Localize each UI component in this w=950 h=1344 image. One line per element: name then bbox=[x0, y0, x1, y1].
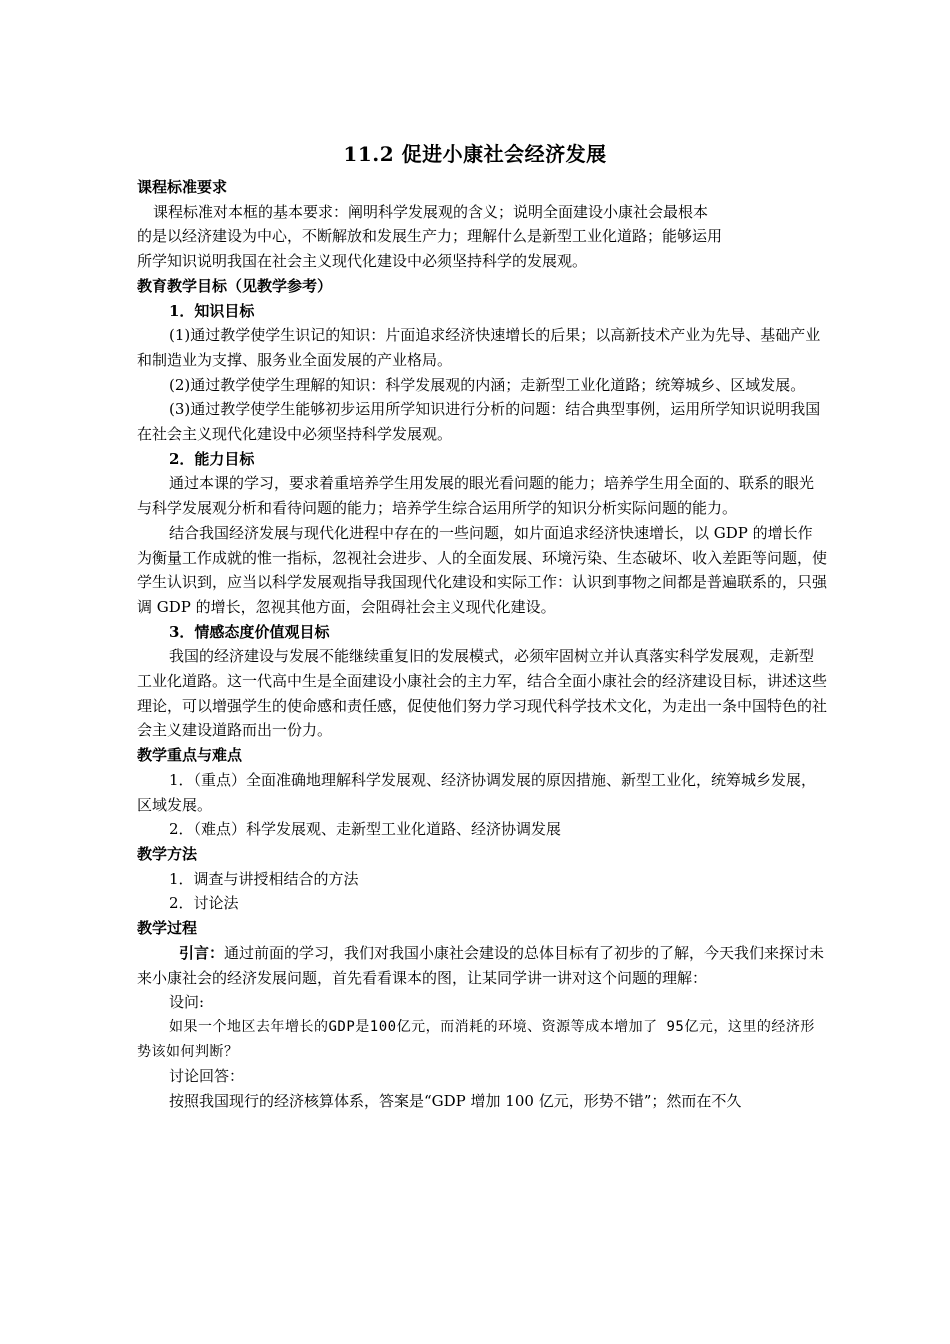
paragraph-key-1: 1．（重点）全面准确地理解科学发展观、经济协调发展的原因措施、新型工业化，统筹城乡发展，区域发展。 bbox=[137, 770, 817, 814]
subheading-emotion: 3．情感态度价值观目标 bbox=[169, 622, 330, 641]
paragraph-emotion-1: 我国的经济建设与发展不能继续重复旧的发展模式，必须牢固树立并认真落实科学发展观，走新型工业化道路。这一代高中生是全面建设小康社会的主力军，结合全面小康社会的经济建设目标，讲述这些理论，可以增强学生的使命感和责任感，促使他们努力学习现代科学技术文化，为走出一条中国特色的社会主义建设道路而出一份力。 bbox=[137, 647, 828, 740]
paragraph-intro bbox=[137, 941, 827, 990]
heading-standard: 课程标准要求 bbox=[137, 178, 228, 196]
intro-label: 引言： bbox=[179, 943, 225, 962]
heading-key-points: 教学重点与难点 bbox=[137, 746, 243, 765]
page-title: 11.2 促进小康社会经济发展 bbox=[343, 142, 607, 166]
paragraph-ability-1: 通过本课的学习，要求着重培养学生用发展的眼光看问题的能力；培养学生用全面的、联系的眼光与科学发展观分析和看待问题的能力；培养学生综合运用所学的知识分析实际问题的能力。 bbox=[137, 474, 815, 518]
question-text: 如果一个地区去年增长的GDP是100亿元，而消耗的环境、资源等成本增加了 95亿元，这里的经济形势该如何判断？ bbox=[137, 1018, 815, 1060]
paragraph-knowledge-1: (1)通过教学使学生识记的知识：片面追求经济快速增长的后果；以高新技术产业为先导、基础产业和制造业为支撑、服务业全面发展的产业格局。 bbox=[137, 326, 821, 369]
paragraph-standard-3: 所学知识说明我国在社会主义现代化建设中必须坚持科学的发展观。 bbox=[137, 252, 588, 271]
paragraph-key-2: 2．（难点）科学发展观、走新型工业化道路、经济协调发展 bbox=[169, 820, 562, 839]
answer-text: 按照我国现行的经济核算体系，答案是“GDP 增加 100 亿元，形势不错”；然而在不久 bbox=[169, 1092, 742, 1111]
paragraph-knowledge-3: (3)通过教学使学生能够初步运用所学知识进行分析的问题：结合典型事例，运用所学知识说明我国在社会主义现代化建设中必须坚持科学发展观。 bbox=[137, 400, 821, 444]
subheading-knowledge: 1．知识目标 bbox=[169, 301, 255, 320]
paragraph-ability-2: 结合我国经济发展与现代化进程中存在的一些问题，如片面追求经济快速增长，以 GDP 的增长作为衡量工作成就的惟一指标，忽视社会进步、人的全面发展、环境污染、生态破坏、收入差距等问题，使学生认识到，应当以科学发展观指导我国现代化建设和实际工作：认识到事物之间都是普遍联系的，只强调 GDP 的增长，忽视其他方面，会阻碍社会主义现代化建设。 bbox=[137, 523, 828, 616]
heading-method: 教学方法 bbox=[137, 844, 198, 863]
subheading-ability: 2．能力目标 bbox=[169, 449, 255, 468]
paragraph-knowledge-2: (2)通过教学使学生理解的知识：科学发展观的内涵；走新型工业化道路；统筹城乡、区域发展。 bbox=[169, 375, 806, 394]
paragraph-method-2: 2．讨论法 bbox=[169, 894, 239, 913]
question-label: 设问: bbox=[169, 993, 205, 1012]
paragraph-method-1: 1．调查与讲授相结合的方法 bbox=[169, 869, 359, 888]
answer-label: 讨论回答： bbox=[169, 1067, 245, 1086]
document-body bbox=[137, 175, 827, 1114]
heading-goals: 教育教学目标（见教学参考） bbox=[137, 276, 333, 295]
intro-text: 通过前面的学习，我们对我国小康社会建设的总体目标有了初步的了解，今天我们来探讨未来小康社会的经济发展问题，首先看看课本的图，让某同学讲一讲对这个问题的理解： bbox=[137, 943, 825, 987]
heading-process: 教学过程 bbox=[137, 919, 198, 938]
paragraph-standard-1: 课程标准对本框的基本要求：阐明科学发展观的含义；说明全面建设小康社会最根本 bbox=[153, 202, 709, 221]
paragraph-standard-2: 的是以经济建设为中心，不断解放和发展生产力；理解什么是新型工业化道路；能够运用 bbox=[137, 227, 723, 246]
